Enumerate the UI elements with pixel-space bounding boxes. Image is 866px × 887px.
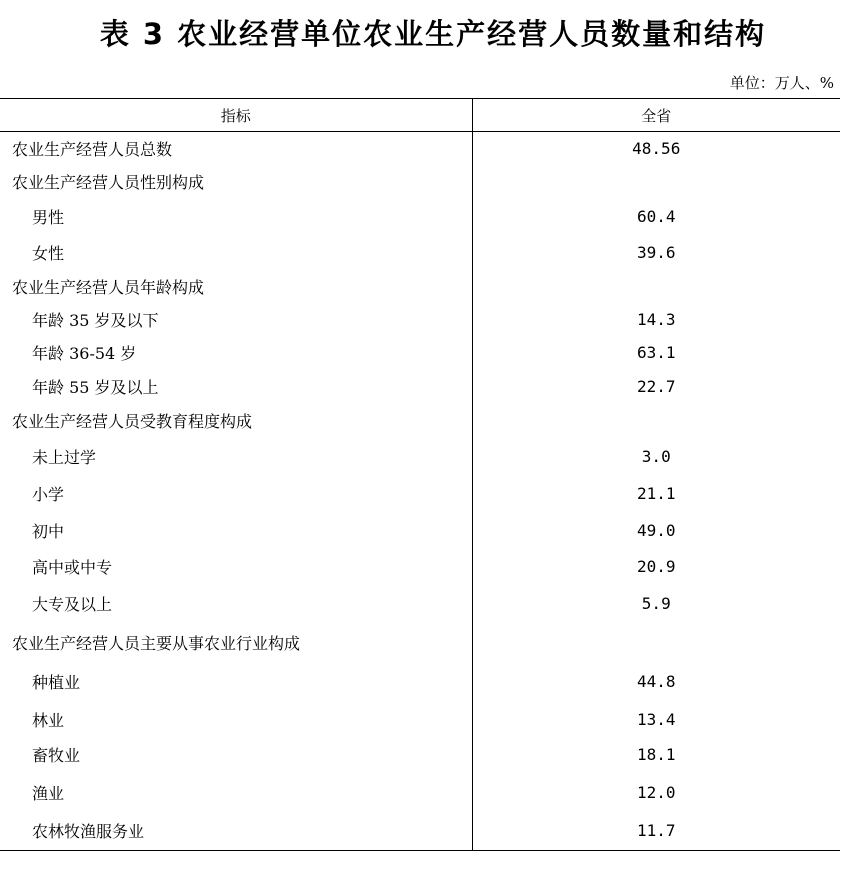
row-label: 未上过学 <box>0 438 472 475</box>
table-row <box>0 812 840 851</box>
row-value: 18.1 <box>636 745 676 764</box>
row-value: 5.9 <box>641 594 671 613</box>
table-row <box>0 475 840 512</box>
row-label: 农业生产经营人员性别构成 <box>0 165 472 198</box>
row-value <box>472 270 840 303</box>
row-label: 小学 <box>0 475 472 512</box>
table-body <box>0 132 840 851</box>
row-label: 农业生产经营人员受教育程度构成 <box>0 404 472 438</box>
row-value: 22.7 <box>636 377 676 396</box>
row-label: 种植业 <box>0 662 472 702</box>
row-label: 女性 <box>0 235 472 270</box>
row-label: 初中 <box>0 512 472 549</box>
row-label: 大专及以上 <box>0 584 472 624</box>
row-label: 年龄 36-54 岁 <box>0 336 472 370</box>
row-label: 农业生产经营人员总数 <box>0 132 472 165</box>
row-value <box>472 165 840 198</box>
row-label: 渔业 <box>0 773 472 812</box>
table-row <box>0 512 840 549</box>
row-value: 39.6 <box>636 242 676 262</box>
row-value: 49.0 <box>636 520 676 540</box>
row-value: 44.8 <box>636 672 676 691</box>
row-value: 12.0 <box>636 782 676 802</box>
table-row <box>0 737 840 773</box>
row-label: 年龄 55 岁及以上 <box>0 370 472 404</box>
row-value: 11.7 <box>472 812 840 851</box>
data-table-container <box>0 98 840 851</box>
data-table <box>0 98 840 851</box>
row-label: 农业生产经营人员年龄构成 <box>0 270 472 303</box>
table-row <box>0 303 840 336</box>
row-label: 年龄 35 岁及以下 <box>0 303 472 336</box>
row-label: 农林牧渔服务业 <box>0 812 472 851</box>
table-row <box>0 270 840 303</box>
table-row <box>0 584 840 624</box>
row-value: 21.1 <box>636 483 676 503</box>
row-value <box>472 624 840 662</box>
row-value: 13.4 <box>636 709 676 729</box>
row-label: 畜牧业 <box>0 737 472 773</box>
table-row <box>0 370 840 404</box>
row-value: 60.4 <box>636 206 676 226</box>
table-row <box>0 165 840 198</box>
table-row <box>0 438 840 475</box>
row-value: 3.0 <box>641 446 671 466</box>
row-label: 林业 <box>0 702 472 737</box>
table-header-row <box>0 99 840 132</box>
table-row <box>0 404 840 438</box>
row-value: 48.56 <box>632 138 681 158</box>
row-value <box>472 404 840 438</box>
row-label: 高中或中专 <box>0 549 472 584</box>
row-value: 20.9 <box>636 556 676 576</box>
table-row <box>0 336 840 370</box>
unit-label: 单位：万人、% <box>729 74 834 92</box>
table-row <box>0 132 840 165</box>
row-value: 63.1 <box>636 343 676 362</box>
table-row <box>0 773 840 812</box>
row-label: 农业生产经营人员主要从事农业行业构成 <box>0 624 472 662</box>
header-province: 全省 <box>472 99 840 132</box>
table-row <box>0 198 840 235</box>
table-row <box>0 549 840 584</box>
page-title: 表 3 农业经营单位农业生产经营人员数量和结构 <box>99 17 767 51</box>
table-row <box>0 702 840 737</box>
table-row <box>0 235 840 270</box>
row-label: 男性 <box>0 198 472 235</box>
header-indicator: 指标 <box>0 99 472 132</box>
table-row <box>0 624 840 662</box>
table-row <box>0 662 840 702</box>
row-value: 14.3 <box>636 309 676 329</box>
